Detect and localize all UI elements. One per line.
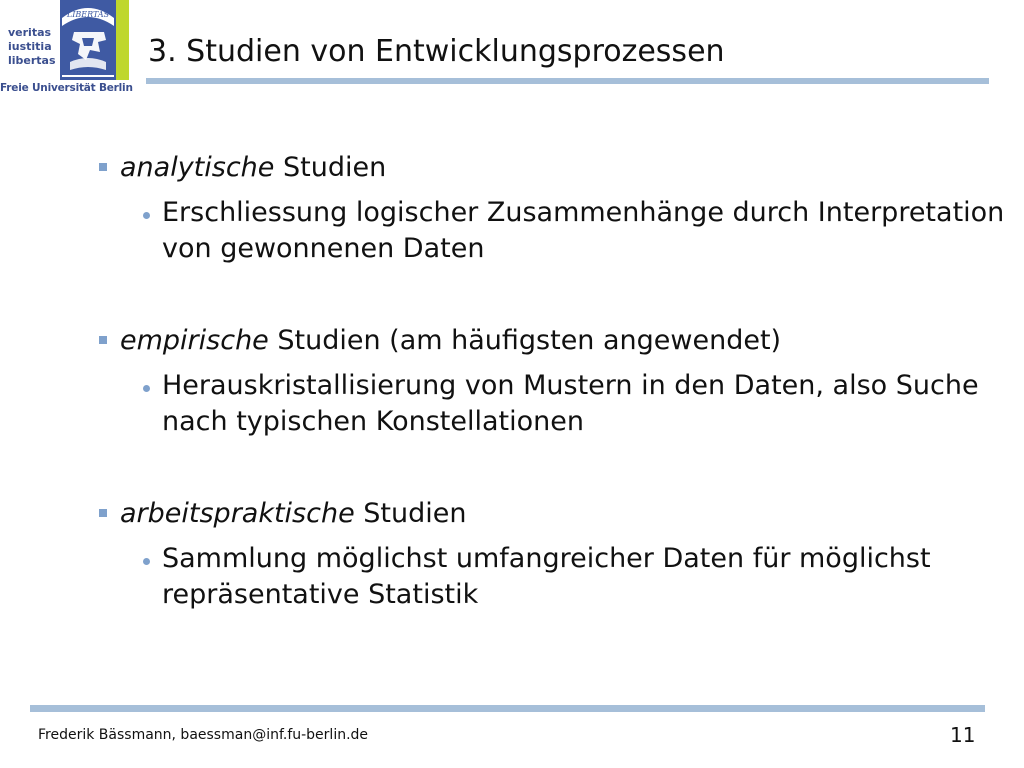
square-bullet-icon bbox=[99, 336, 107, 344]
dot-bullet-icon bbox=[143, 212, 150, 219]
bullet-text: Studien (am häufigsten angewendet) bbox=[268, 325, 782, 356]
sub-bullet-arbeitspraktische: Sammlung möglichst umfangreicher Daten für möglichst repräsentative Statistik bbox=[162, 543, 931, 610]
footer-author: Frederik Bässmann, baessman@inf.fu-berlin.de bbox=[38, 727, 369, 743]
bullet-item-analytische bbox=[120, 151, 386, 185]
sub-bullet-analytische: Erschliessung logischer Zusammenhänge durch Interpretation von gewonnenen Daten bbox=[162, 197, 1005, 264]
dot-bullet-icon bbox=[143, 558, 150, 565]
motto-veritas: veritas bbox=[8, 26, 52, 39]
bullet-item-empirische bbox=[120, 324, 781, 358]
slide-title: 3. Studien von Entwicklungsprozessen bbox=[148, 34, 725, 69]
sub-bullet-empirische: Herauskristallisierung von Mustern in den Daten, also Suche nach typischen Konstellationen bbox=[162, 370, 979, 437]
university-name: Freie Universität Berlin bbox=[0, 82, 133, 94]
bullet-text: Studien bbox=[354, 498, 467, 529]
footer-divider bbox=[30, 705, 985, 712]
motto-libertas: libertas bbox=[8, 54, 56, 67]
bullet-emphasis: arbeitspraktische bbox=[120, 498, 355, 529]
square-bullet-icon bbox=[99, 163, 107, 171]
bullet-emphasis: analytische bbox=[120, 152, 275, 183]
logo-green-bar bbox=[116, 0, 129, 80]
seal-icon bbox=[60, 0, 116, 80]
bullet-item-arbeitspraktische bbox=[120, 497, 467, 531]
seal-text: LIBERTAS bbox=[66, 10, 110, 19]
university-logo bbox=[0, 0, 133, 96]
seal-graphic bbox=[60, 0, 116, 80]
title-divider bbox=[146, 78, 989, 84]
bullet-emphasis: empirische bbox=[120, 325, 269, 356]
page-number: 11 bbox=[950, 723, 976, 747]
dot-bullet-icon bbox=[143, 385, 150, 392]
bullet-text: Studien bbox=[274, 152, 387, 183]
square-bullet-icon bbox=[99, 509, 107, 517]
logo-motto bbox=[0, 0, 60, 80]
motto-iustitia: iustitia bbox=[8, 40, 52, 53]
